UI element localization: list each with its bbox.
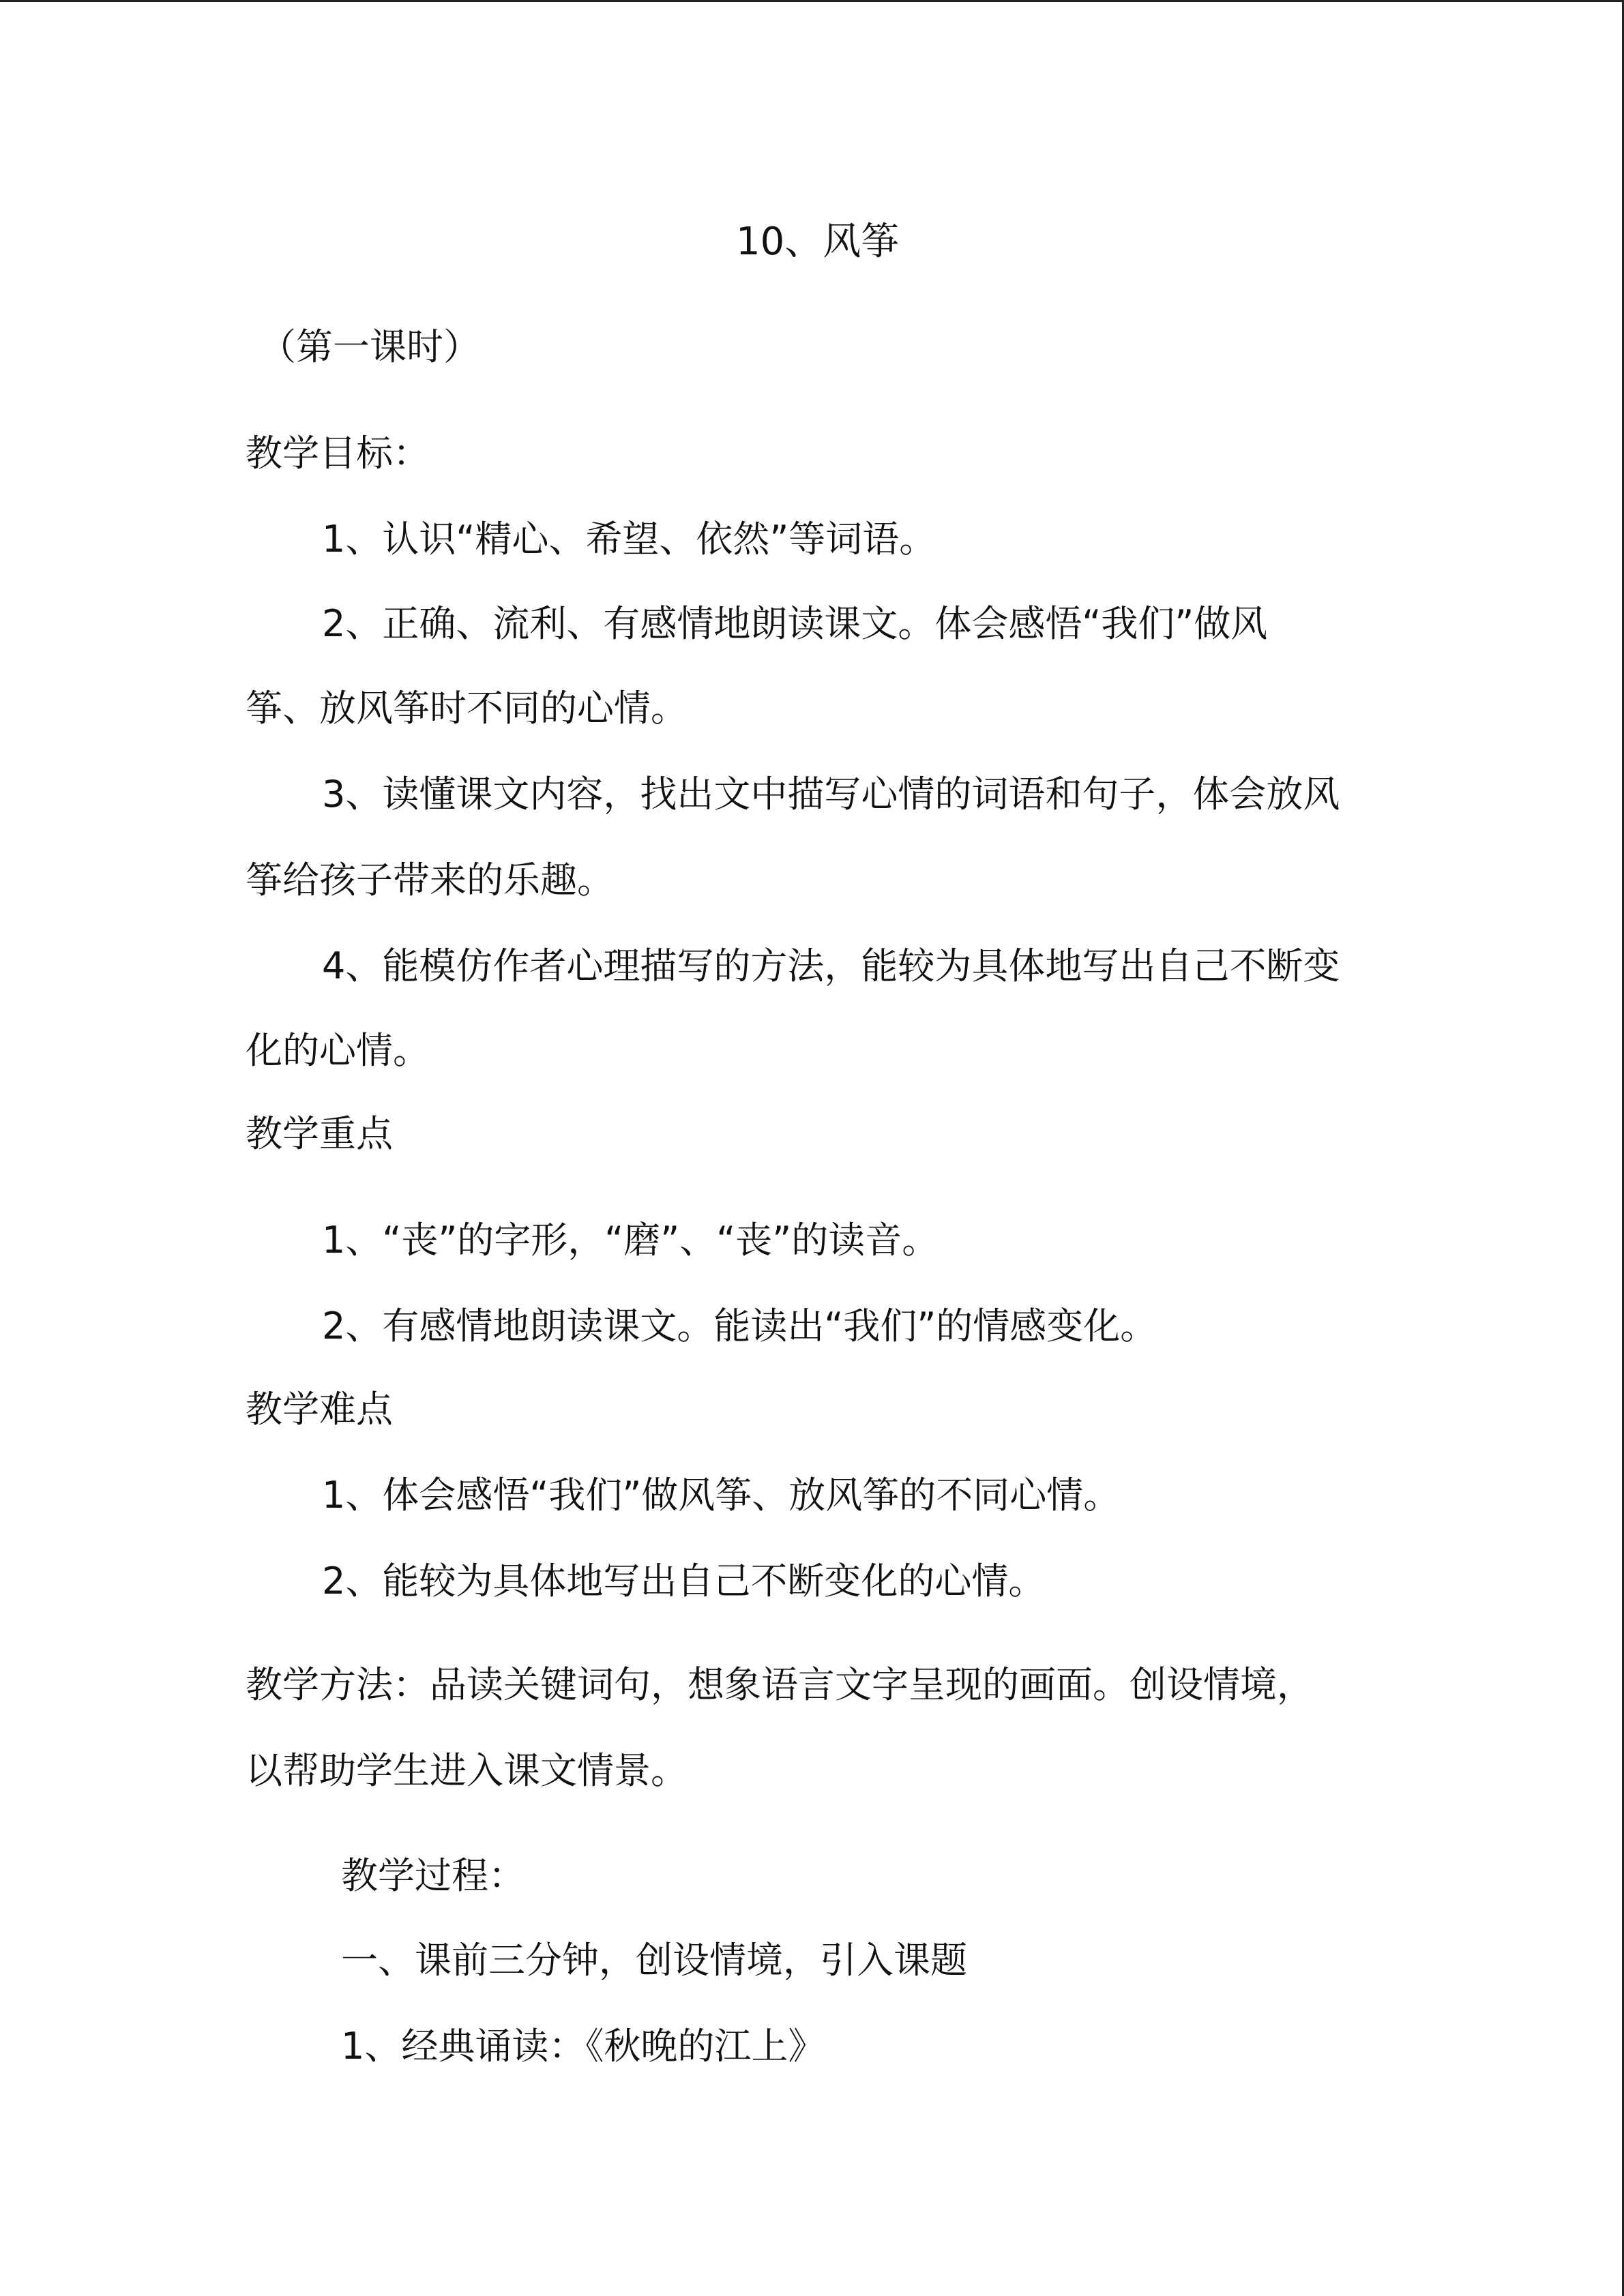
process-item: 1、经典诵读：《秋晚的江上》 bbox=[341, 2025, 825, 2068]
objective-item: 1、认识“精心、希望、依然”等词语。 bbox=[322, 518, 936, 561]
teaching-methods-continued: 以帮助学生进入课文情景。 bbox=[246, 1749, 688, 1792]
objective-item: 2、正确、流利、有感情地朗读课文。体会感悟“我们”做风 bbox=[322, 602, 1268, 645]
lesson-period: （第一课时） bbox=[259, 325, 480, 368]
objective-item: 4、能模仿作者心理描写的方法，能较为具体地写出自己不断变 bbox=[322, 944, 1340, 987]
teaching-methods: 教学方法：品读关键词句，想象语言文字呈现的画面。创设情境， bbox=[246, 1663, 1314, 1706]
objective-item-continued: 化的心情。 bbox=[246, 1029, 430, 1072]
objectives-heading: 教学目标： bbox=[246, 432, 430, 475]
difficulties-heading: 教学难点 bbox=[246, 1388, 393, 1431]
objective-item-continued: 筝给孩子带来的乐趣。 bbox=[246, 859, 614, 901]
difficulty-item: 1、体会感悟“我们”做风筝、放风筝的不同心情。 bbox=[322, 1474, 1121, 1517]
top-border bbox=[0, 0, 1624, 2]
process-step: 一、课前三分钟，创设情境，引入课题 bbox=[341, 1939, 967, 1982]
difficulty-item: 2、能较为具体地写出自己不断变化的心情。 bbox=[322, 1560, 1046, 1602]
process-heading: 教学过程： bbox=[341, 1854, 525, 1897]
key-point-item: 2、有感情地朗读课文。能读出“我们”的情感变化。 bbox=[322, 1304, 1157, 1347]
objective-item-continued: 筝、放风筝时不同的心情。 bbox=[246, 687, 688, 730]
objective-item: 3、读懂课文内容，找出文中描写心情的词语和句子，体会放风 bbox=[322, 773, 1340, 816]
key-point-item: 1、“丧”的字形，“磨”、“丧”的读音。 bbox=[322, 1219, 939, 1262]
key-points-heading: 教学重点 bbox=[246, 1112, 393, 1155]
document-title: 10、风筝 bbox=[736, 220, 900, 264]
